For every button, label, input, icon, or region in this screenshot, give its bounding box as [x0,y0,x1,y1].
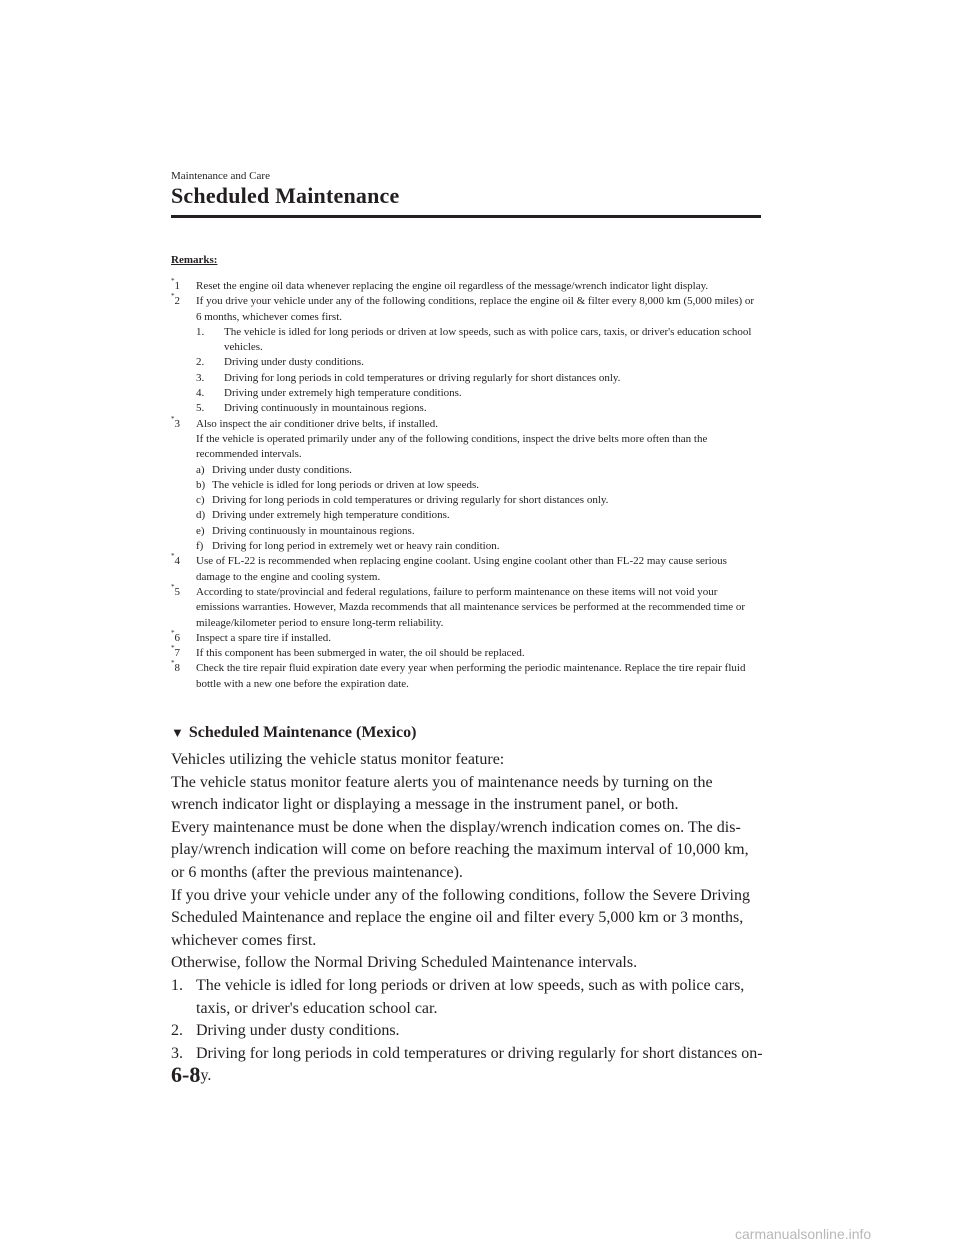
list-item: 3. Driving for long periods in cold temperatures or driving regularly for short distances only. [196,371,621,384]
footnote-text: Inspect a spare tire if installed. [196,631,332,644]
list-item: 4. Driving under extremely high temperature conditions. [196,387,462,400]
footnote-text: Check the tire repair fluid expiration date every year when performing the periodic maintenance. Replace the tire repair fluid bottle with a new one before the expiration date. [196,662,746,690]
footnote-text: Reset the engine oil data whenever replacing the engine oil regardless of the message/wrench indicator light display. [196,280,709,292]
footnote-marker: *7 [171,644,180,660]
footnote-marker: *3 [171,414,180,430]
footnote [171,646,761,661]
footnote-text: Use of FL-22 is recommended when replacing engine coolant. Using engine coolant other than FL-22 may cause serious damage to the engine and cooling system. [196,555,727,583]
footnote-text: If you drive your vehicle under any of the following conditions, replace the engine oil & filter every 8,000 km (5,000 miles) or 6 months, whichever comes first. [196,295,755,323]
paragraph: Every maintenance must be done when the display/wrench indication comes on. The display/wrench indication will come on before reaching the maximum interval of 10,000 km, or 6 months (after the previous maintenance). [171,818,749,881]
footnote [171,414,761,555]
watermark: carmanualsonline.info [735,1226,872,1242]
list-item: d) Driving under extremely high temperature conditions. [196,509,450,522]
list-item: c) Driving for long periods in cold temperatures or driving regularly for short distances only. [196,494,609,507]
footnote-marker: *6 [171,628,180,644]
list-item: 1. The vehicle is idled for long periods or driven at low speeds, such as with police cars, taxis, or driver's education school car. [171,976,745,1017]
title-rule [171,215,761,218]
list-item: b) The vehicle is idled for long periods or driven at low speeds. [196,478,479,491]
footnote [171,554,761,585]
remarks-heading: Remarks: [171,254,218,266]
footnote-text: If this component has been submerged in water, the oil should be replaced. [196,647,525,660]
footnote [171,582,761,631]
paragraph: Otherwise, follow the Normal Driving Scheduled Maintenance intervals. [171,954,638,972]
footnote [171,661,761,692]
page-number: 6-8 [171,1062,201,1087]
footnote-marker: *2 [171,292,180,308]
section-heading [171,724,416,742]
footnote [171,279,761,294]
paragraph: The vehicle status monitor feature alerts you of maintenance needs by turning on the wrench indicator light or displaying a message in the instrument panel, or both. [171,773,713,814]
triangle-down-icon: ▼ [171,725,184,740]
footnote-marker: *5 [171,582,180,598]
paragraph: If you drive your vehicle under any of the following conditions, follow the Severe Driving Scheduled Maintenance and replace the engine oil and filter every 5,000 km or 3 months, whichever comes first. [171,886,750,949]
footnote [171,294,761,416]
footnote-text: If the vehicle is operated primarily under any of the following conditions, inspect the drive belts more often than the recommended intervals. [196,432,708,461]
footnote [171,628,761,646]
list-item: 3. Driving for long periods in cold temperatures or driving regularly for short distances only. [171,1044,763,1085]
footnotes-list [171,279,761,692]
section-label: Maintenance and Care [171,170,270,182]
list-item: 2. Driving under dusty conditions. [171,1022,400,1040]
footnote-marker: *8 [171,659,180,675]
page-title: Scheduled Maintenance [171,183,400,208]
paragraph: Vehicles utilizing the vehicle status monitor feature: [171,751,505,768]
footnote-text: According to state/provincial and federal regulations, failure to perform maintenance on these items will not void your emissions warranties. However, Mazda recommends that all maintenance services be performed at the recommended time or mileage/kilometer period to ensure long-term reliability. [196,585,746,629]
footnote-marker: *4 [171,552,180,568]
footnote-text: Also inspect the air conditioner drive belts, if installed. [196,417,438,430]
list-item: a) Driving under dusty conditions. [196,463,352,476]
body-text [171,749,763,1088]
footnote-marker: *1 [171,277,180,292]
section-heading-text: Scheduled Maintenance (Mexico) [188,724,417,741]
list-item: e) Driving continuously in mountainous regions. [196,524,415,537]
list-item: 1. The vehicle is idled for long periods or driven at low speeds, such as with police cars, taxis, or driver's education school vehicles. [196,325,752,354]
list-item: 5. Driving continuously in mountainous regions. [196,402,427,415]
list-item: 2. Driving under dusty conditions. [196,356,364,369]
list-item: f) Driving for long period in extremely wet or heavy rain condition. [196,540,500,553]
